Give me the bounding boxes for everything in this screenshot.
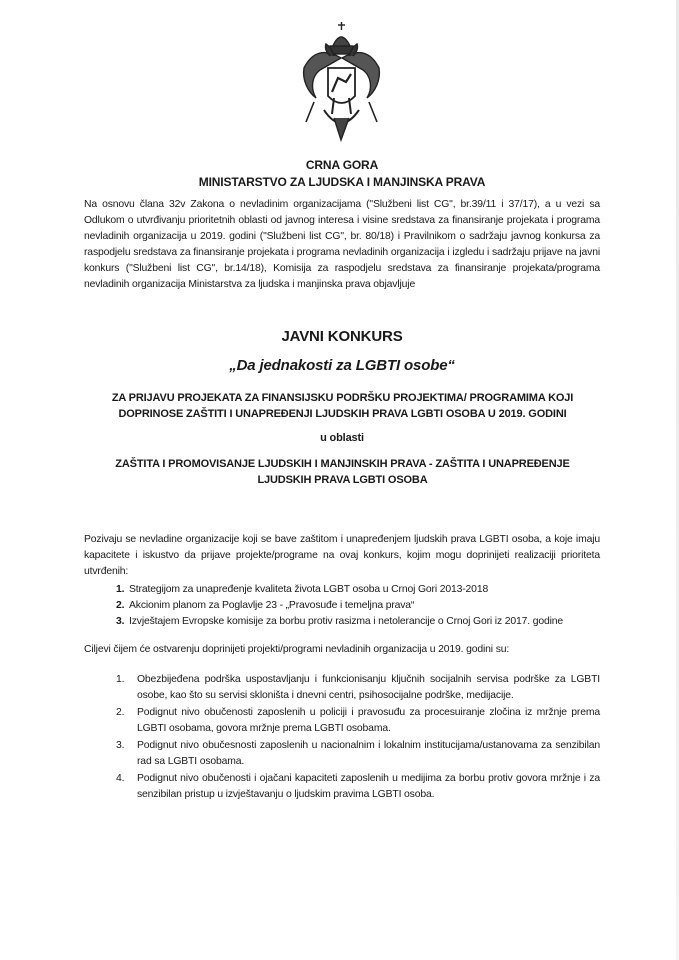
list-item: 3. Podignut nivo obučesnosti zaposlenih u nacionalnim i lokalnim institucijama/ustanovama za senzibilan rad sa LGBTI osobama.	[116, 740, 600, 767]
contest-area: ZAŠTITA I PROMOVISANJE LJUDSKIH I MANJINSKIH PRAVA - ZAŠTITA I UNAPREĐENJE LJUDSKIH PRAVA LGBTI OSOBA	[115, 458, 570, 486]
country-heading: CRNA GORA	[305, 158, 379, 172]
list-item: 1. Obezbijeđena podrška uspostavljanju i funkcionisanju ključnih socijalnih servisa podrške za LGBTI osobe, kao što su servisi skloništa i dnevni centri, psihosocijalne podrške, medijacije.	[116, 674, 600, 701]
list-item: 2. Podignut nivo obučenosti zaposlenih u policiji i pravosuđu za procesuiranje zločina iz mržnje prema LGBTI osobama, govora mržnje prema LGBTI osobama.	[116, 707, 600, 734]
contest-name: „Da jednakosti za LGBTI osobe“	[229, 357, 455, 374]
priorities-list	[84, 582, 600, 630]
contest-purpose: ZA PRIJAVU PROJEKATA ZA FINANSIJSKU PODRŠKU PROJEKTIMA/ PROGRAMIMA KOJI DOPRINOSE ZAŠTITI I UNAPREĐENJI LJUDSKIH PRAVA LGBTI OSOBA U 2019. GODINI	[111, 392, 574, 420]
invitation-paragraph: Pozivaju se nevladine organizacije koji se bave zaštitom i unapređenjem ljudskih prava LGBTI osoba, a koje imaju kapacitete i iskustvo da prijave projekte/programe na ovaj konkurs, kojim mogu doprinijeti realizaciji prioriteta utvrđenih:	[84, 534, 600, 577]
document-title: JAVNI KONKURS	[281, 328, 403, 345]
list-item: 1. Strategijom za unapređenje kvaliteta života LGBT osoba u Crnoj Gori 2013-2018	[116, 584, 489, 595]
area-label: u oblasti	[320, 432, 364, 444]
intro-paragraph: Na osnovu člana 32v Zakona o nevladinim organizacijama ("Službeni list CG", br.39/11 i 37/17), a u vezi sa Odlukom o utvrđivanju prioritetnih oblasti od javnog interesa i visine sredstava za finansiranje projekata i programa nevladinih organizacija u 2019. godini ("Službeni list CG", br. 80/18) i Pravilnikom o sadržaju javnog konkursa za raspodjelu sredstava za finansiranje projekata i programa nevladinih organizacija i izgledu i sadržaju prijave na javni konkurs ("Službeni list CG", br.14/18), Komisija za raspodjelu sredstava za finansiranje projekata/programa nevladinih organizacija Ministarstva za ljudska i manjinska prava objavljuje	[84, 199, 600, 290]
coat-of-arms-icon	[294, 18, 389, 150]
goals-intro: Ciljevi čijem će ostvarenju doprinijeti projekti/programi nevladinih organizacija u 2019. godini su:	[84, 644, 510, 655]
list-item: 2. Akcionim planom za Poglavlje 23 - „Pravosuđe i temeljna prava“	[116, 600, 415, 611]
list-item: 3. Izvještajem Evropske komisije za borbu protiv rasizma i netolerancije o Crnoj Gori iz 2017. godine	[116, 616, 564, 627]
goals-list	[84, 672, 600, 804]
ministry-heading: MINISTARSTVO ZA LJUDSKA I MANJINSKA PRAVA	[198, 175, 486, 189]
list-item: 4. Podignut nivo obučenosti i ojačani kapaciteti zaposlenih u medijima za borbu protiv govora mržnje i za senzibilan pristup u izvještavanju o ljudskim pravima LGBTI osoba.	[116, 773, 600, 800]
